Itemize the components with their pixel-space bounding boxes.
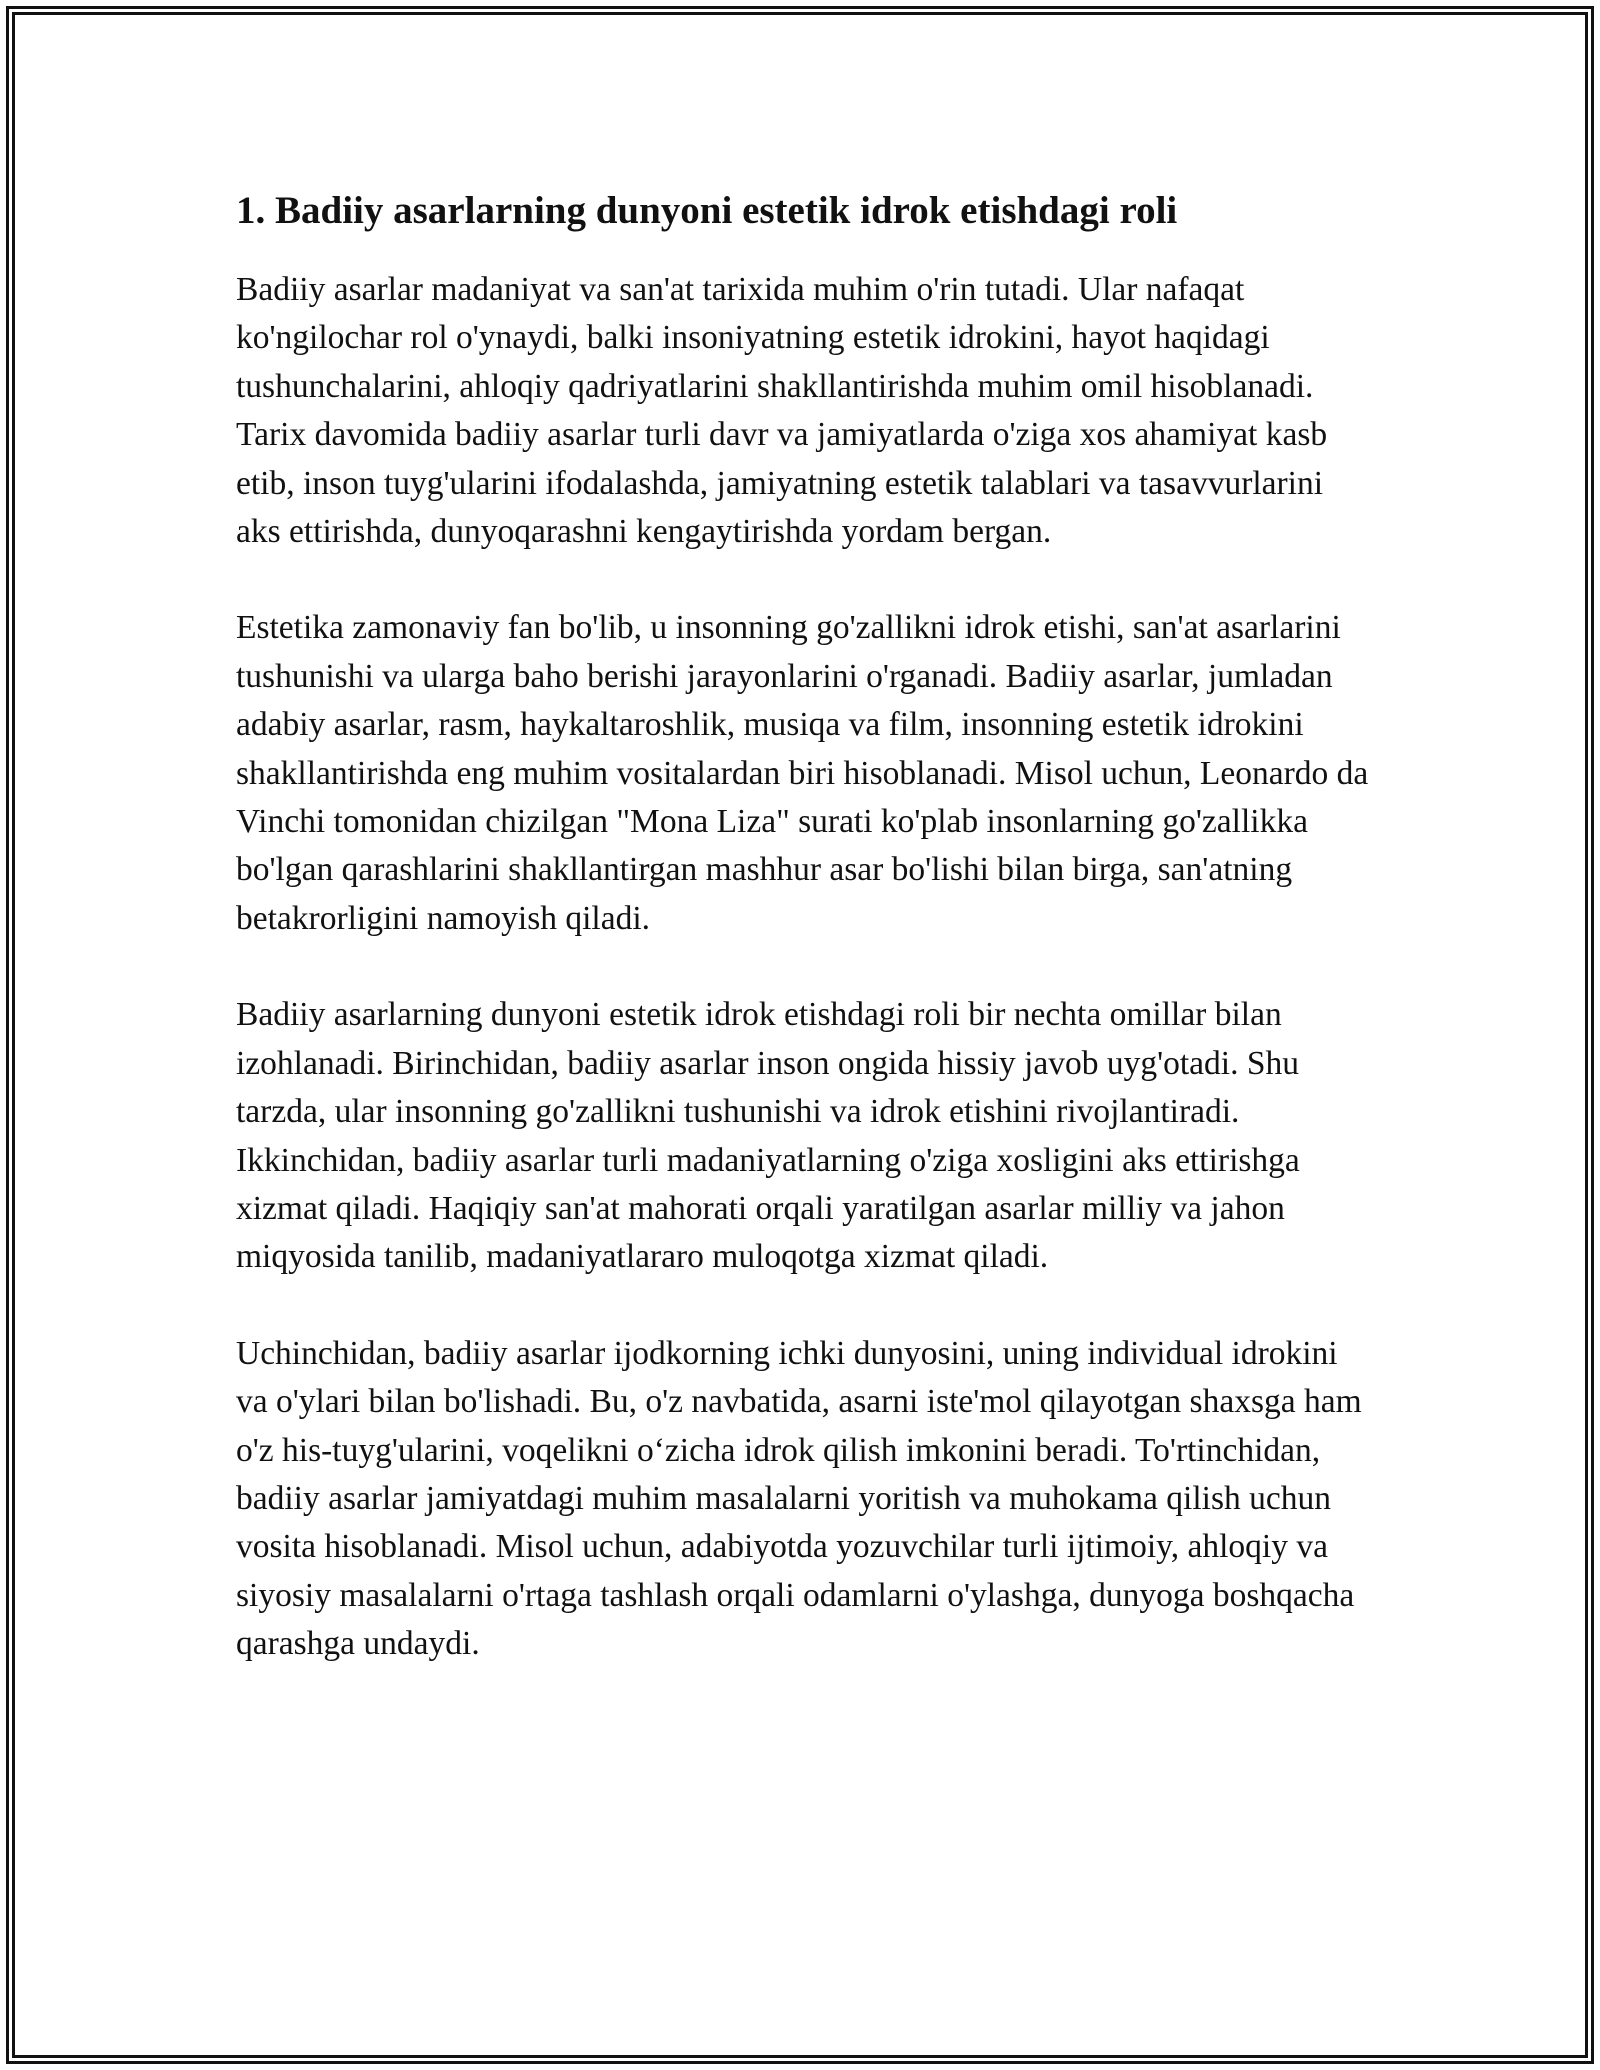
paragraph-2: Estetika zamonaviy fan bo'lib, u insonning go'zallikni idrok etishi, san'at asarlarini tushunishi va ularga baho berishi jarayonlarini o'rganadi. Badiiy asarlar, jumladan adabiy asarlar, rasm, haykaltaroshlik, musiqa va film, insonning estetik idrokini shakllantirishda eng muhim vositalardan biri hisoblanadi. Misol uchun, Leonardo da Vinchi tomonidan chizilgan "Mona Liza" surati ko'plab insonlarning go'zallikka bo'lgan qarashlarini shakllantirgan mashhur asar bo'lishi bilan birga, san'atning betakrorligini namoyish qiladi.	[236, 609, 1369, 937]
paragraph-3: Badiiy asarlarning dunyoni estetik idrok etishdagi roli bir nechta omillar bilan izohlanadi. Birinchidan, badiiy asarlar inson ongida hissiy javob uyg'otadi. Shu tarzda, ular insonning go'zallikni tushunishi va idrok etishini rivojlantiradi. Ikkinchidan, badiiy asarlar turli madaniyatlarning o'ziga xosligini aks ettirishga xizmat qiladi. Haqiqiy san'at mahorati orqali yaratilgan asarlar milliy va jahon miqyosida tanilib, madaniyatlararo muloqotga xizmat qiladi.	[236, 996, 1300, 1276]
document-body	[236, 186, 1376, 1717]
paragraph-1: Badiiy asarlar madaniyat va san'at tarixida muhim o'rin tutadi. Ular nafaqat ko'ngilochar rol o'ynaydi, balki insoniyatning estetik idrokini, hayot haqidagi tushunchalarini, ahloqiy qadriyatlarini shakllantirishda muhim omil hisoblanadi. Tarix davomida badiiy asarlar turli davr va jamiyatlarda o'ziga xos ahamiyat kasb etib, inson tuyg'ularini ifodalashda, jamiyatning estetik talablari va tasavvurlarini aks ettirishda, dunyoqarashni kengaytirishda yordam bergan.	[236, 271, 1328, 551]
section-heading: 1. Badiiy asarlarning dunyoni estetik idrok etishdagi roli	[236, 189, 1178, 232]
paragraph-4: Uchinchidan, badiiy asarlar ijodkorning ichki dunyosini, uning individual idrokini va o'ylari bilan bo'lishadi. Bu, o'z navbatida, asarni iste'mol qilayotgan shaxsga ham o'z his-tuyg'ularini, voqelikni o‘zicha idrok qilish imkonini beradi. To'rtinchidan, badiiy asarlar jamiyatdagi muhim masalalarni yoritish va muhokama qilish uchun vosita hisoblanadi. Misol uchun, adabiyotda yozuvchilar turli ijtimoiy, ahloqiy va siyosiy masalalarni o'rtaga tashlash orqali odamlarni o'ylashga, dunyoga boshqacha qarashga undaydi.	[236, 1334, 1362, 1663]
